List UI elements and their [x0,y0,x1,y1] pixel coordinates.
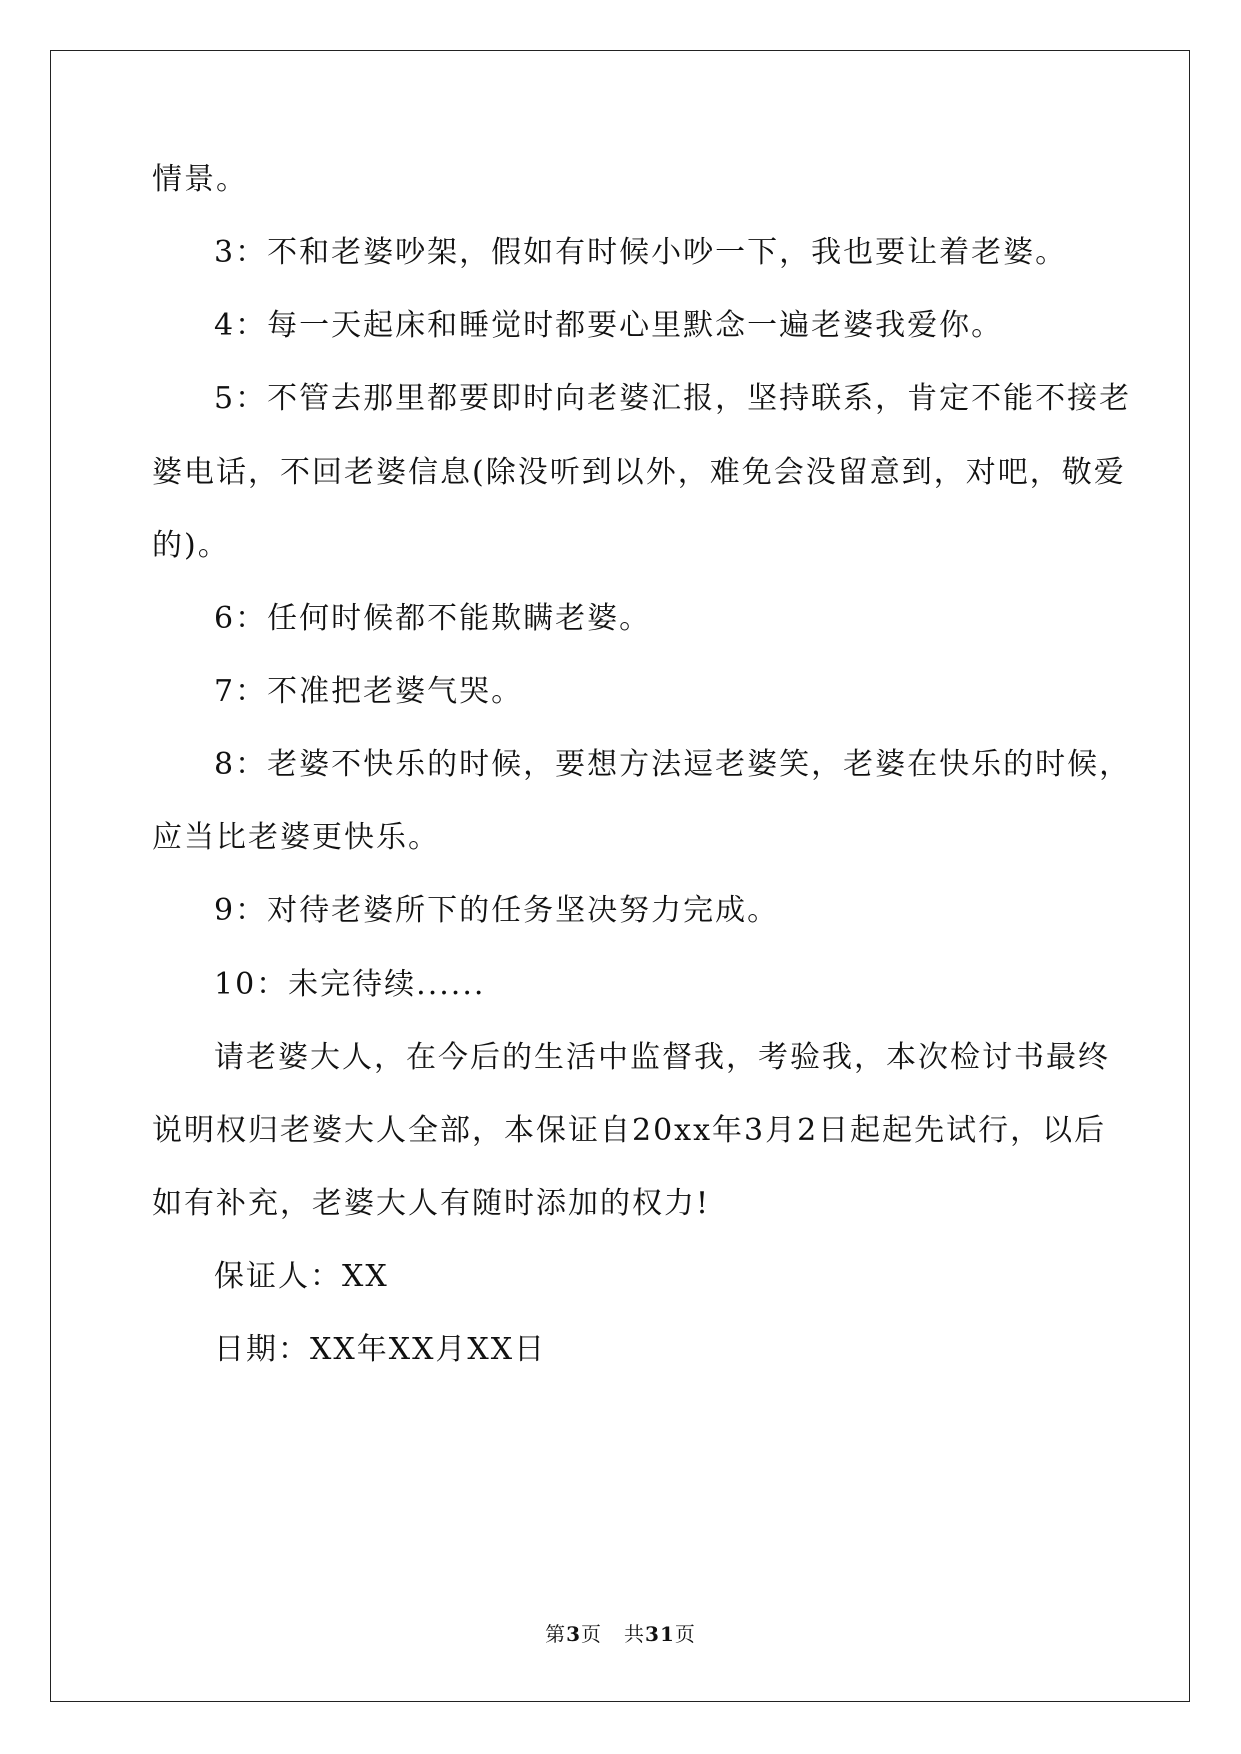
text-line: 请老婆大人，在今后的生活中监督我，考验我，本次检讨书最终 [214,1040,1110,1075]
text-line: 8：老婆不快乐的时候，要想方法逗老婆笑，老婆在快乐的时候， [214,747,1132,782]
page-suffix: 页 [581,1622,603,1646]
text-line: 3：不和老婆吵架，假如有时候小吵一下，我也要让着老婆。 [214,235,1068,270]
text-line: 10：未完待续...... [214,967,486,1002]
text-line: 4：每一天起床和睡觉时都要心里默念一遍老婆我爱你。 [214,308,1004,343]
page-current: 3 [566,1622,582,1646]
text-line: 说明权归老婆大人全部，本保证自20xx年3月2日起起先试行，以后 [152,1113,1107,1148]
text-line: 7：不准把老婆气哭。 [214,674,524,709]
text-line: 9：对待老婆所下的任务坚决努力完成。 [214,893,780,928]
text-line: 保证人：XX [214,1259,389,1294]
page-footer [0,1618,1241,1647]
text-line: 应当比老婆更快乐。 [152,820,440,855]
page-prefix: 第 [545,1622,567,1646]
text-line: 日期：XX年XX月XX日 [214,1332,547,1367]
text-line: 的)。 [152,528,230,563]
page-frame [50,50,1190,1702]
total-suffix: 页 [674,1622,696,1646]
text-line: 婆电话，不回老婆信息(除没听到以外，难免会没留意到，对吧，敬爱 [152,455,1126,490]
text-line: 如有补充，老婆大人有随时添加的权力! [152,1186,711,1221]
page-total: 31 [645,1622,675,1646]
text-line: 5：不管去那里都要即时向老婆汇报，坚持联系，肯定不能不接老 [214,381,1132,416]
text-line: 6：任何时候都不能欺瞒老婆。 [214,601,652,636]
total-prefix: 共 [624,1622,646,1646]
text-line: 情景。 [152,162,248,197]
